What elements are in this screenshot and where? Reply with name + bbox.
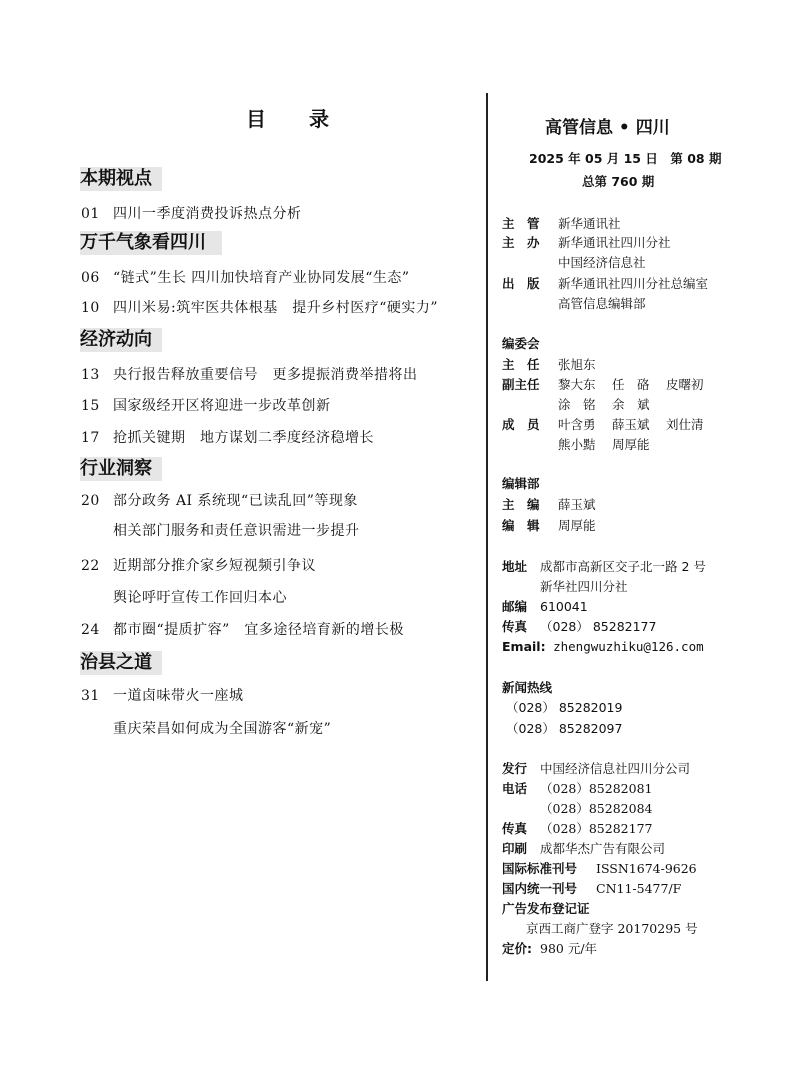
section-header	[80, 231, 222, 255]
article-title: 一道卤味带火一座城	[113, 688, 244, 704]
issn: ISSN1674-9626	[596, 861, 697, 876]
deputies: 黎大东 任 硌 皮曙初	[558, 377, 704, 392]
toc-entry[interactable]	[81, 557, 316, 575]
editorial-heading: 编辑部	[502, 476, 540, 491]
issuer: 中国经济信息社四川分公司	[540, 761, 691, 776]
phone: （028）85282084	[540, 801, 653, 816]
toc-entry[interactable]	[81, 492, 358, 510]
fax-label: 传真	[502, 821, 528, 836]
ad-registration-label: 广告发布登记证	[502, 901, 590, 916]
deputy-label: 副主任	[502, 377, 540, 392]
article-title: 抢抓关键期 地方谋划二季度经济稳增长	[113, 430, 374, 446]
supervisor-label: 主 管	[502, 216, 540, 231]
issue-date: 2025 年 05 月 15 日 第 08 期	[529, 151, 722, 166]
toc-entry[interactable]	[81, 269, 410, 287]
hotline-heading: 新闻热线	[502, 680, 553, 695]
issuer-label: 发行	[502, 761, 528, 776]
section-title: 本期视点	[80, 168, 152, 189]
column-divider	[486, 93, 488, 981]
deputies: 涂 铭 余 斌	[558, 397, 650, 412]
page-number: 20	[81, 493, 100, 509]
toc-entry[interactable]	[81, 366, 418, 384]
printer: 成都华杰广告有限公司	[540, 841, 666, 856]
host: 新华通讯社四川分社	[558, 235, 671, 250]
toc-entry-continued: 相关部门服务和责任意识需进一步提升	[113, 523, 360, 539]
page-number: 01	[81, 206, 100, 222]
article-title: 四川一季度消费投诉热点分析	[113, 206, 302, 222]
article-title: 近期部分推介家乡短视频引争议	[113, 558, 316, 574]
publisher: 高管信息编辑部	[558, 296, 646, 311]
phone: （028）85282081	[540, 781, 653, 796]
page-number: 13	[81, 367, 100, 383]
section-title: 治县之道	[80, 652, 152, 673]
toc-entry-continued: 舆论呼吁宣传工作回归本心	[113, 590, 287, 606]
section-header	[80, 328, 162, 352]
issn-label: 国际标准刊号	[502, 861, 578, 876]
section-title: 行业洞察	[80, 458, 152, 479]
toc-entry[interactable]	[81, 205, 302, 223]
article-title: “链式”生长 四川加快培育产业协同发展“生态”	[113, 270, 410, 286]
toc-entry[interactable]	[81, 687, 244, 705]
supervisor: 新华通讯社	[558, 216, 621, 231]
director: 张旭东	[558, 357, 596, 372]
price: 980 元/年	[540, 941, 598, 956]
publication-title: 高管信息 • 四川	[545, 118, 670, 138]
chief-editor-label: 主 编	[502, 497, 540, 512]
section-title: 经济动向	[80, 329, 152, 350]
toc-entry[interactable]	[81, 299, 438, 317]
page-number: 06	[81, 270, 100, 286]
total-issue: 总第 760 期	[582, 174, 655, 189]
price-label: 定价:	[502, 941, 532, 956]
article-title: 四川米易:筑牢医共体根基 提升乡村医疗“硬实力”	[113, 300, 439, 316]
publisher: 新华通讯社四川分社总编室	[558, 276, 709, 291]
hotline-phone: （028） 85282097	[506, 721, 623, 736]
fax: （028）85282177	[540, 821, 653, 836]
section-header	[80, 457, 162, 481]
address: 成都市高新区交子北一路 2 号	[540, 559, 706, 574]
page-number: 24	[81, 622, 100, 638]
director-label: 主 任	[502, 357, 540, 372]
article-title: 央行报告释放重要信号 更多提振消费举措将出	[113, 367, 418, 383]
ad-registration: 京西工商广登字 20170295 号	[526, 921, 698, 936]
postcode-label: 邮编	[502, 599, 528, 614]
phone-label: 电话	[502, 781, 528, 796]
page-number: 31	[81, 688, 100, 704]
members-label: 成 员	[502, 417, 540, 432]
address-label: 地址	[502, 559, 528, 574]
section-title: 万千气象看四川	[80, 232, 206, 253]
toc-entry[interactable]	[81, 429, 374, 447]
host: 中国经济信息社	[558, 255, 646, 270]
editor: 周厚能	[558, 518, 596, 533]
address: 新华社四川分社	[540, 579, 628, 594]
section-header	[80, 651, 162, 675]
email-address[interactable]: zhengwuzhiku@126.com	[553, 639, 704, 654]
article-title: 国家级经开区将迎进一步改革创新	[113, 398, 331, 414]
toc-entry[interactable]	[81, 397, 331, 415]
section-header	[80, 167, 162, 191]
page-number: 15	[81, 398, 100, 414]
editor-label: 编 辑	[502, 518, 540, 533]
chief-editor: 薛玉斌	[558, 497, 596, 512]
article-title: 都市圈“提质扩容” 宜多途径培育新的增长极	[113, 622, 404, 638]
cn: CN11-5477/F	[596, 881, 682, 896]
email-line[interactable]	[502, 639, 704, 655]
fax: （028） 85282177	[540, 619, 657, 634]
cn-label: 国内统一刊号	[502, 881, 578, 896]
toc-entry[interactable]	[81, 621, 404, 639]
members: 叶含勇 薛玉斌 刘仕清	[558, 417, 704, 432]
printer-label: 印刷	[502, 841, 528, 856]
page-number: 22	[81, 558, 100, 574]
postcode: 610041	[540, 599, 588, 614]
toc-title: 目 录	[246, 107, 347, 131]
email-label: Email:	[502, 639, 546, 654]
page-number: 17	[81, 430, 100, 446]
article-title: 部分政务 AI 系统现“已读乱回”等现象	[113, 493, 358, 509]
publisher-label: 出 版	[502, 276, 540, 291]
toc-entry-continued: 重庆荣昌如何成为全国游客“新宠”	[113, 721, 332, 737]
host-label: 主 办	[502, 235, 540, 250]
fax-label: 传真	[502, 619, 528, 634]
committee-heading: 编委会	[502, 336, 540, 351]
hotline-phone: （028） 85282019	[506, 700, 623, 715]
page-number: 10	[81, 300, 100, 316]
members: 熊小黠 周厚能	[558, 437, 650, 452]
